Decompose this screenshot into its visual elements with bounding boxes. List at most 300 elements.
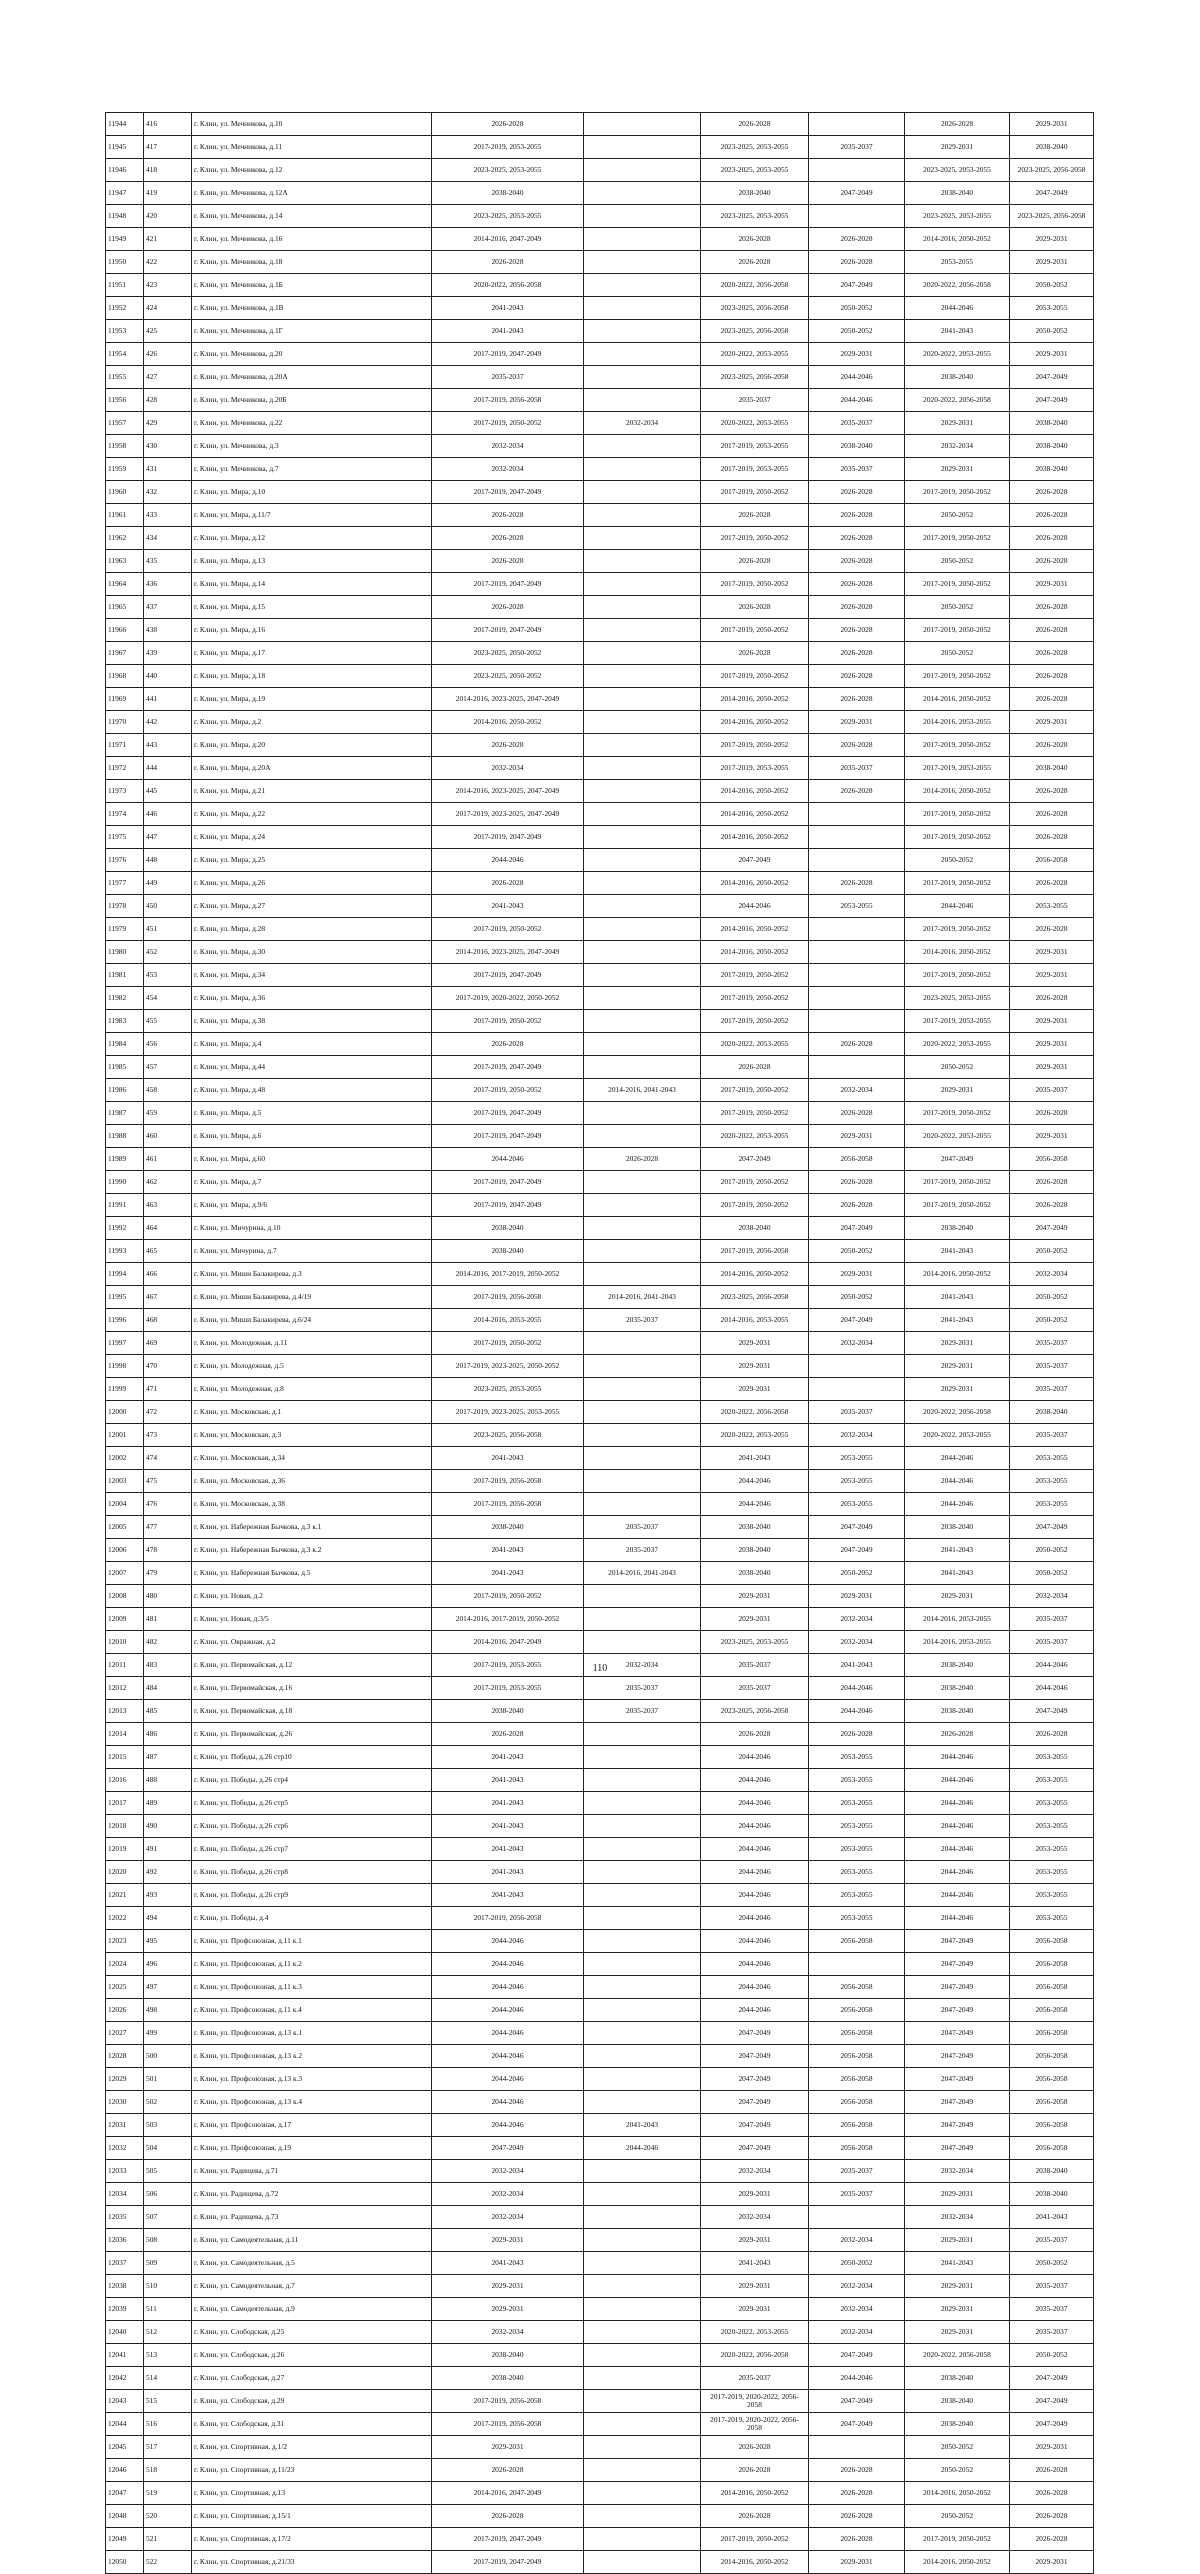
cell-col8: 2044-2046 [905, 1769, 1010, 1792]
cell-no: 12008 [106, 1585, 144, 1608]
cell-no: 11956 [106, 389, 144, 412]
cell-no: 11996 [106, 1309, 144, 1332]
cell-address: г. Клин, ул. Мира, д.28 [192, 918, 432, 941]
cell-id: 495 [144, 1930, 192, 1953]
cell-no: 11967 [106, 642, 144, 665]
cell-col7: 2035-2037 [809, 1401, 905, 1424]
cell-col9: 2026-2028 [1010, 2482, 1094, 2505]
cell-col7 [809, 987, 905, 1010]
cell-col5 [584, 1861, 701, 1884]
cell-col7: 2029-2031 [809, 1585, 905, 1608]
cell-col7: 2053-2055 [809, 1861, 905, 1884]
cell-col7: 2032-2034 [809, 1079, 905, 1102]
cell-col8: 2014-2016, 2050-2052 [905, 228, 1010, 251]
cell-col9: 2053-2055 [1010, 1907, 1094, 1930]
cell-col4: 2023-2025, 2053-2055 [432, 159, 584, 182]
cell-col5: 2035-2037 [584, 1539, 701, 1562]
cell-address: г. Клин, ул. Мира, д.19 [192, 688, 432, 711]
cell-no: 12043 [106, 2390, 144, 2413]
cell-address: г. Клин, ул. Мира, д.16 [192, 619, 432, 642]
cell-address: г. Клин, ул. Мечникова, д.16 [192, 228, 432, 251]
table-row [106, 1838, 1094, 1861]
cell-col8: 2029-2031 [905, 458, 1010, 481]
cell-col6: 2020-2022, 2053-2055 [701, 412, 809, 435]
table-row [106, 2298, 1094, 2321]
cell-address: г. Клин, ул. Мира, д.11/7 [192, 504, 432, 527]
cell-col5 [584, 159, 701, 182]
cell-col7: 2053-2055 [809, 1447, 905, 1470]
table-row [106, 2482, 1094, 2505]
cell-col9: 2053-2055 [1010, 1493, 1094, 1516]
cell-id: 518 [144, 2459, 192, 2482]
cell-col6: 2047-2049 [701, 2068, 809, 2091]
cell-col7: 2035-2037 [809, 136, 905, 159]
cell-col5 [584, 826, 701, 849]
cell-col8: 2017-2019, 2050-2052 [905, 2528, 1010, 2551]
cell-col5 [584, 251, 701, 274]
cell-col6: 2026-2028 [701, 596, 809, 619]
cell-col4: 2032-2034 [432, 2183, 584, 2206]
cell-col9: 2026-2028 [1010, 734, 1094, 757]
cell-id: 439 [144, 642, 192, 665]
cell-col6: 2014-2016, 2050-2052 [701, 941, 809, 964]
cell-col7: 2026-2028 [809, 504, 905, 527]
cell-col6: 2017-2019, 2020-2022, 2056-2058 [701, 2413, 809, 2436]
cell-no: 12027 [106, 2022, 144, 2045]
cell-col6: 2044-2046 [701, 1746, 809, 1769]
cell-id: 452 [144, 941, 192, 964]
cell-no: 12015 [106, 1746, 144, 1769]
table-row [106, 2183, 1094, 2206]
cell-col8: 2029-2031 [905, 2275, 1010, 2298]
cell-id: 458 [144, 1079, 192, 1102]
table-row [106, 826, 1094, 849]
cell-no: 12039 [106, 2298, 144, 2321]
cell-col5: 2014-2016, 2041-2043 [584, 1562, 701, 1585]
cell-id: 433 [144, 504, 192, 527]
cell-col9: 2026-2028 [1010, 527, 1094, 550]
cell-col5 [584, 1447, 701, 1470]
cell-no: 11995 [106, 1286, 144, 1309]
cell-col4: 2026-2028 [432, 2459, 584, 2482]
cell-id: 442 [144, 711, 192, 734]
cell-id: 519 [144, 2482, 192, 2505]
cell-col7 [809, 1953, 905, 1976]
cell-col5 [584, 803, 701, 826]
cell-id: 429 [144, 412, 192, 435]
table-row [106, 412, 1094, 435]
cell-no: 11994 [106, 1263, 144, 1286]
cell-address: г. Клин, ул. Первомайская, д.16 [192, 1677, 432, 1700]
cell-col8: 2047-2049 [905, 2114, 1010, 2137]
cell-col8: 2044-2046 [905, 1815, 1010, 1838]
table-row [106, 872, 1094, 895]
cell-col6: 2026-2028 [701, 228, 809, 251]
cell-no: 11997 [106, 1332, 144, 1355]
cell-no: 11979 [106, 918, 144, 941]
cell-col6: 2023-2025, 2053-2055 [701, 1631, 809, 1654]
cell-col5 [584, 2045, 701, 2068]
cell-col8: 2050-2052 [905, 504, 1010, 527]
cell-no: 11983 [106, 1010, 144, 1033]
cell-col5 [584, 1953, 701, 1976]
cell-col9: 2050-2052 [1010, 1309, 1094, 1332]
cell-col9: 2026-2028 [1010, 619, 1094, 642]
table-body [106, 113, 1094, 2574]
cell-address: г. Клин, ул. Мира, д.22 [192, 803, 432, 826]
cell-col4: 2017-2019, 2023-2025, 2053-2055 [432, 1401, 584, 1424]
cell-no: 11958 [106, 435, 144, 458]
cell-col7: 2044-2046 [809, 2367, 905, 2390]
cell-id: 521 [144, 2528, 192, 2551]
cell-id: 504 [144, 2137, 192, 2160]
cell-col7: 2026-2028 [809, 228, 905, 251]
cell-id: 447 [144, 826, 192, 849]
cell-col8: 2017-2019, 2053-2055 [905, 1010, 1010, 1033]
cell-col9: 2029-2031 [1010, 1056, 1094, 1079]
cell-address: г. Клин, ул. Радищева, д.73 [192, 2206, 432, 2229]
cell-no: 12017 [106, 1792, 144, 1815]
cell-col8: 2047-2049 [905, 2091, 1010, 2114]
cell-col8: 2032-2034 [905, 2206, 1010, 2229]
cell-col9: 2050-2052 [1010, 320, 1094, 343]
cell-no: 11945 [106, 136, 144, 159]
cell-col6: 2026-2028 [701, 504, 809, 527]
cell-col5 [584, 1424, 701, 1447]
cell-no: 12021 [106, 1884, 144, 1907]
cell-col7: 2035-2037 [809, 2183, 905, 2206]
cell-col8: 2050-2052 [905, 849, 1010, 872]
cell-id: 420 [144, 205, 192, 228]
cell-address: г. Клин, ул. Радищева, д.71 [192, 2160, 432, 2183]
cell-id: 456 [144, 1033, 192, 1056]
cell-col7: 2056-2058 [809, 1148, 905, 1171]
cell-col6: 2044-2046 [701, 1769, 809, 1792]
cell-address: г. Клин, ул. Мира, д.38 [192, 1010, 432, 1033]
cell-col4: 2017-2019, 2047-2049 [432, 1125, 584, 1148]
cell-col9: 2029-2031 [1010, 2551, 1094, 2574]
cell-col5 [584, 2459, 701, 2482]
cell-col6: 2017-2019, 2053-2055 [701, 458, 809, 481]
cell-col5: 2035-2037 [584, 1700, 701, 1723]
cell-address: г. Клин, ул. Мира, д.21 [192, 780, 432, 803]
cell-address: г. Клин, ул. Самодеятельная, д.9 [192, 2298, 432, 2321]
cell-col7: 2044-2046 [809, 366, 905, 389]
table-row [106, 2528, 1094, 2551]
cell-address: г. Клин, ул. Мечникова, д.12А [192, 182, 432, 205]
cell-no: 11989 [106, 1148, 144, 1171]
cell-no: 12046 [106, 2459, 144, 2482]
cell-col8: 2017-2019, 2050-2052 [905, 872, 1010, 895]
cell-no: 12019 [106, 1838, 144, 1861]
cell-col8: 2044-2046 [905, 1746, 1010, 1769]
cell-no: 12005 [106, 1516, 144, 1539]
cell-col7: 2050-2052 [809, 1286, 905, 1309]
cell-address: г. Клин, ул. Мечникова, д.1В [192, 297, 432, 320]
cell-col7: 2029-2031 [809, 2551, 905, 2574]
cell-col7 [809, 826, 905, 849]
cell-col5 [584, 596, 701, 619]
table-row [106, 136, 1094, 159]
cell-col7: 2032-2034 [809, 2229, 905, 2252]
cell-address: г. Клин, ул. Первомайская, д.26 [192, 1723, 432, 1746]
table-row [106, 1631, 1094, 1654]
cell-no: 11991 [106, 1194, 144, 1217]
cell-col4: 2044-2046 [432, 1976, 584, 1999]
cell-col5: 2032-2034 [584, 1654, 701, 1677]
cell-col8: 2038-2040 [905, 2367, 1010, 2390]
cell-no: 12041 [106, 2344, 144, 2367]
cell-col4: 2017-2019, 2056-2058 [432, 1286, 584, 1309]
cell-col5 [584, 1217, 701, 1240]
cell-no: 11992 [106, 1217, 144, 1240]
cell-address: г. Клин, ул. Профсоюзная, д.11 к.2 [192, 1953, 432, 1976]
cell-col6: 2044-2046 [701, 1976, 809, 1999]
cell-col4: 2026-2028 [432, 2505, 584, 2528]
cell-col5 [584, 2321, 701, 2344]
table-row [106, 1792, 1094, 1815]
cell-id: 449 [144, 872, 192, 895]
table-row [106, 113, 1094, 136]
cell-id: 490 [144, 1815, 192, 1838]
cell-col4: 2017-2019, 2050-2052 [432, 412, 584, 435]
cell-col5 [584, 642, 701, 665]
cell-col8: 2029-2031 [905, 1585, 1010, 1608]
cell-col8: 2017-2019, 2050-2052 [905, 734, 1010, 757]
table-row [106, 1769, 1094, 1792]
cell-no: 11947 [106, 182, 144, 205]
cell-col5: 2032-2034 [584, 412, 701, 435]
cell-no: 11990 [106, 1171, 144, 1194]
table-row [106, 2206, 1094, 2229]
cell-address: г. Клин, ул. Миши Балакирева, д.6/24 [192, 1309, 432, 1332]
cell-col8: 2017-2019, 2050-2052 [905, 803, 1010, 826]
cell-col5: 2044-2046 [584, 2137, 701, 2160]
cell-address: г. Клин, ул. Овражная, д.2 [192, 1631, 432, 1654]
cell-col9: 2053-2055 [1010, 1815, 1094, 1838]
cell-col8: 2023-2025, 2053-2055 [905, 987, 1010, 1010]
cell-col8: 2041-2043 [905, 1562, 1010, 1585]
cell-no: 12033 [106, 2160, 144, 2183]
cell-no: 11986 [106, 1079, 144, 1102]
cell-col5 [584, 941, 701, 964]
cell-address: г. Клин, ул. Профсоюзная, д.11 к.1 [192, 1930, 432, 1953]
cell-col6: 2023-2025, 2056-2058 [701, 1286, 809, 1309]
cell-col7: 2032-2034 [809, 1631, 905, 1654]
cell-col7: 2047-2049 [809, 1309, 905, 1332]
cell-col4: 2017-2019, 2050-2052 [432, 1332, 584, 1355]
cell-col4: 2023-2025, 2053-2055 [432, 1378, 584, 1401]
table-row [106, 159, 1094, 182]
table-row [106, 182, 1094, 205]
cell-col8: 2047-2049 [905, 1976, 1010, 1999]
cell-id: 509 [144, 2252, 192, 2275]
cell-id: 423 [144, 274, 192, 297]
cell-col8: 2014-2016, 2053-2055 [905, 1631, 1010, 1654]
cell-no: 12025 [106, 1976, 144, 1999]
cell-col9: 2044-2046 [1010, 1654, 1094, 1677]
cell-col9: 2053-2055 [1010, 1884, 1094, 1907]
cell-col9: 2038-2040 [1010, 2183, 1094, 2206]
cell-address: г. Клин, ул. Профсоюзная, д.13 к.1 [192, 2022, 432, 2045]
cell-address: г. Клин, ул. Молодежная, д.5 [192, 1355, 432, 1378]
cell-col7: 2047-2049 [809, 182, 905, 205]
cell-col7: 2026-2028 [809, 665, 905, 688]
cell-col4: 2017-2019, 2056-2058 [432, 1907, 584, 1930]
cell-address: г. Клин, ул. Мира, д.20А [192, 757, 432, 780]
cell-col5: 2014-2016, 2041-2043 [584, 1286, 701, 1309]
cell-col5 [584, 918, 701, 941]
cell-col8: 2014-2016, 2050-2052 [905, 780, 1010, 803]
cell-col7: 2029-2031 [809, 1125, 905, 1148]
cell-col5 [584, 1769, 701, 1792]
cell-col9: 2035-2037 [1010, 2275, 1094, 2298]
cell-col4: 2038-2040 [432, 1516, 584, 1539]
cell-no: 11969 [106, 688, 144, 711]
cell-id: 451 [144, 918, 192, 941]
cell-no: 12029 [106, 2068, 144, 2091]
cell-address: г. Клин, ул. Новая, д.2 [192, 1585, 432, 1608]
cell-no: 11955 [106, 366, 144, 389]
cell-col6: 2017-2019, 2050-2052 [701, 734, 809, 757]
cell-no: 12001 [106, 1424, 144, 1447]
cell-col6: 2020-2022, 2053-2055 [701, 343, 809, 366]
cell-col7: 2047-2049 [809, 1516, 905, 1539]
cell-address: г. Клин, ул. Профсоюзная, д.19 [192, 2137, 432, 2160]
cell-col5 [584, 665, 701, 688]
table-row [106, 481, 1094, 504]
cell-col4: 2017-2019, 2047-2049 [432, 1102, 584, 1125]
cell-col7: 2053-2055 [809, 1470, 905, 1493]
cell-no: 12042 [106, 2367, 144, 2390]
cell-address: г. Клин, ул. Мечникова, д.1Б [192, 274, 432, 297]
cell-col7: 2053-2055 [809, 1769, 905, 1792]
cell-col7: 2050-2052 [809, 2252, 905, 2275]
cell-id: 496 [144, 1953, 192, 1976]
cell-col8: 2017-2019, 2050-2052 [905, 964, 1010, 987]
cell-col7: 2047-2049 [809, 2413, 905, 2436]
cell-col6: 2017-2019, 2050-2052 [701, 527, 809, 550]
cell-id: 419 [144, 182, 192, 205]
cell-id: 455 [144, 1010, 192, 1033]
cell-id: 441 [144, 688, 192, 711]
table-row [106, 2505, 1094, 2528]
cell-no: 11953 [106, 320, 144, 343]
cell-col9: 2047-2049 [1010, 182, 1094, 205]
cell-col9: 2026-2028 [1010, 688, 1094, 711]
cell-col7 [809, 803, 905, 826]
cell-col8: 2038-2040 [905, 2390, 1010, 2413]
cell-col8: 2014-2016, 2050-2052 [905, 2482, 1010, 2505]
cell-no: 12049 [106, 2528, 144, 2551]
cell-id: 522 [144, 2551, 192, 2574]
cell-no: 12023 [106, 1930, 144, 1953]
cell-no: 12009 [106, 1608, 144, 1631]
cell-address: г. Клин, ул. Мечникова, д.1Г [192, 320, 432, 343]
cell-address: г. Клин, ул. Набережная Бычкова, д.3 к.1 [192, 1516, 432, 1539]
table-row [106, 1999, 1094, 2022]
cell-no: 12045 [106, 2436, 144, 2459]
cell-col6: 2020-2022, 2056-2058 [701, 2344, 809, 2367]
cell-col5 [584, 1746, 701, 1769]
cell-no: 11998 [106, 1355, 144, 1378]
cell-col8: 2029-2031 [905, 2321, 1010, 2344]
cell-no: 12050 [106, 2551, 144, 2574]
cell-col9: 2029-2031 [1010, 251, 1094, 274]
cell-id: 479 [144, 1562, 192, 1585]
cell-address: г. Клин, ул. Мечникова, д.12 [192, 159, 432, 182]
cell-col5 [584, 2505, 701, 2528]
cell-address: г. Клин, ул. Мира, д.27 [192, 895, 432, 918]
table-row [106, 1815, 1094, 1838]
cell-col5 [584, 2252, 701, 2275]
cell-address: г. Клин, ул. Победы, д.26 стр4 [192, 1769, 432, 1792]
cell-col8: 2020-2022, 2056-2058 [905, 2344, 1010, 2367]
cell-address: г. Клин, ул. Мечникова, д.20А [192, 366, 432, 389]
cell-col8: 2041-2043 [905, 320, 1010, 343]
cell-col8: 2044-2046 [905, 1838, 1010, 1861]
cell-col5 [584, 1792, 701, 1815]
cell-col8: 2038-2040 [905, 182, 1010, 205]
cell-address: г. Клин, ул. Спортивная, д.13 [192, 2482, 432, 2505]
cell-col5 [584, 2068, 701, 2091]
cell-id: 467 [144, 1286, 192, 1309]
cell-id: 435 [144, 550, 192, 573]
table-row [106, 1700, 1094, 1723]
cell-col5 [584, 458, 701, 481]
cell-col4: 2032-2034 [432, 458, 584, 481]
cell-col5 [584, 389, 701, 412]
table-row [106, 964, 1094, 987]
cell-col6: 2029-2031 [701, 2298, 809, 2321]
cell-id: 501 [144, 2068, 192, 2091]
cell-col9: 2026-2028 [1010, 1194, 1094, 1217]
cell-col5 [584, 895, 701, 918]
cell-col8: 2044-2046 [905, 1470, 1010, 1493]
cell-col7: 2053-2055 [809, 895, 905, 918]
cell-id: 466 [144, 1263, 192, 1286]
cell-col8: 2041-2043 [905, 1539, 1010, 1562]
cell-col6: 2026-2028 [701, 113, 809, 136]
cell-col7: 2026-2028 [809, 550, 905, 573]
cell-col6: 2032-2034 [701, 2206, 809, 2229]
cell-col6: 2029-2031 [701, 2183, 809, 2206]
cell-address: г. Клин, ул. Мира, д.25 [192, 849, 432, 872]
cell-col4: 2032-2034 [432, 2206, 584, 2229]
cell-col4: 2029-2031 [432, 2275, 584, 2298]
table-row [106, 1171, 1094, 1194]
cell-col4: 2017-2019, 2050-2052 [432, 1585, 584, 1608]
cell-col6: 2029-2031 [701, 1378, 809, 1401]
cell-col6: 2044-2046 [701, 1838, 809, 1861]
cell-address: г. Клин, ул. Мечникова, д.22 [192, 412, 432, 435]
cell-col5 [584, 1240, 701, 1263]
cell-col4: 2041-2043 [432, 1838, 584, 1861]
cell-col8: 2038-2040 [905, 1677, 1010, 1700]
cell-col8: 2044-2046 [905, 1861, 1010, 1884]
cell-col6: 2014-2016, 2050-2052 [701, 2551, 809, 2574]
cell-address: г. Клин, ул. Радищева, д.72 [192, 2183, 432, 2206]
cell-col4: 2017-2019, 2047-2049 [432, 964, 584, 987]
cell-col9: 2053-2055 [1010, 895, 1094, 918]
cell-no: 12013 [106, 1700, 144, 1723]
cell-col8: 2044-2046 [905, 1907, 1010, 1930]
cell-col8: 2017-2019, 2050-2052 [905, 1102, 1010, 1125]
cell-col9: 2032-2034 [1010, 1585, 1094, 1608]
cell-col4: 2044-2046 [432, 849, 584, 872]
table-row [106, 1240, 1094, 1263]
cell-col8: 2050-2052 [905, 642, 1010, 665]
